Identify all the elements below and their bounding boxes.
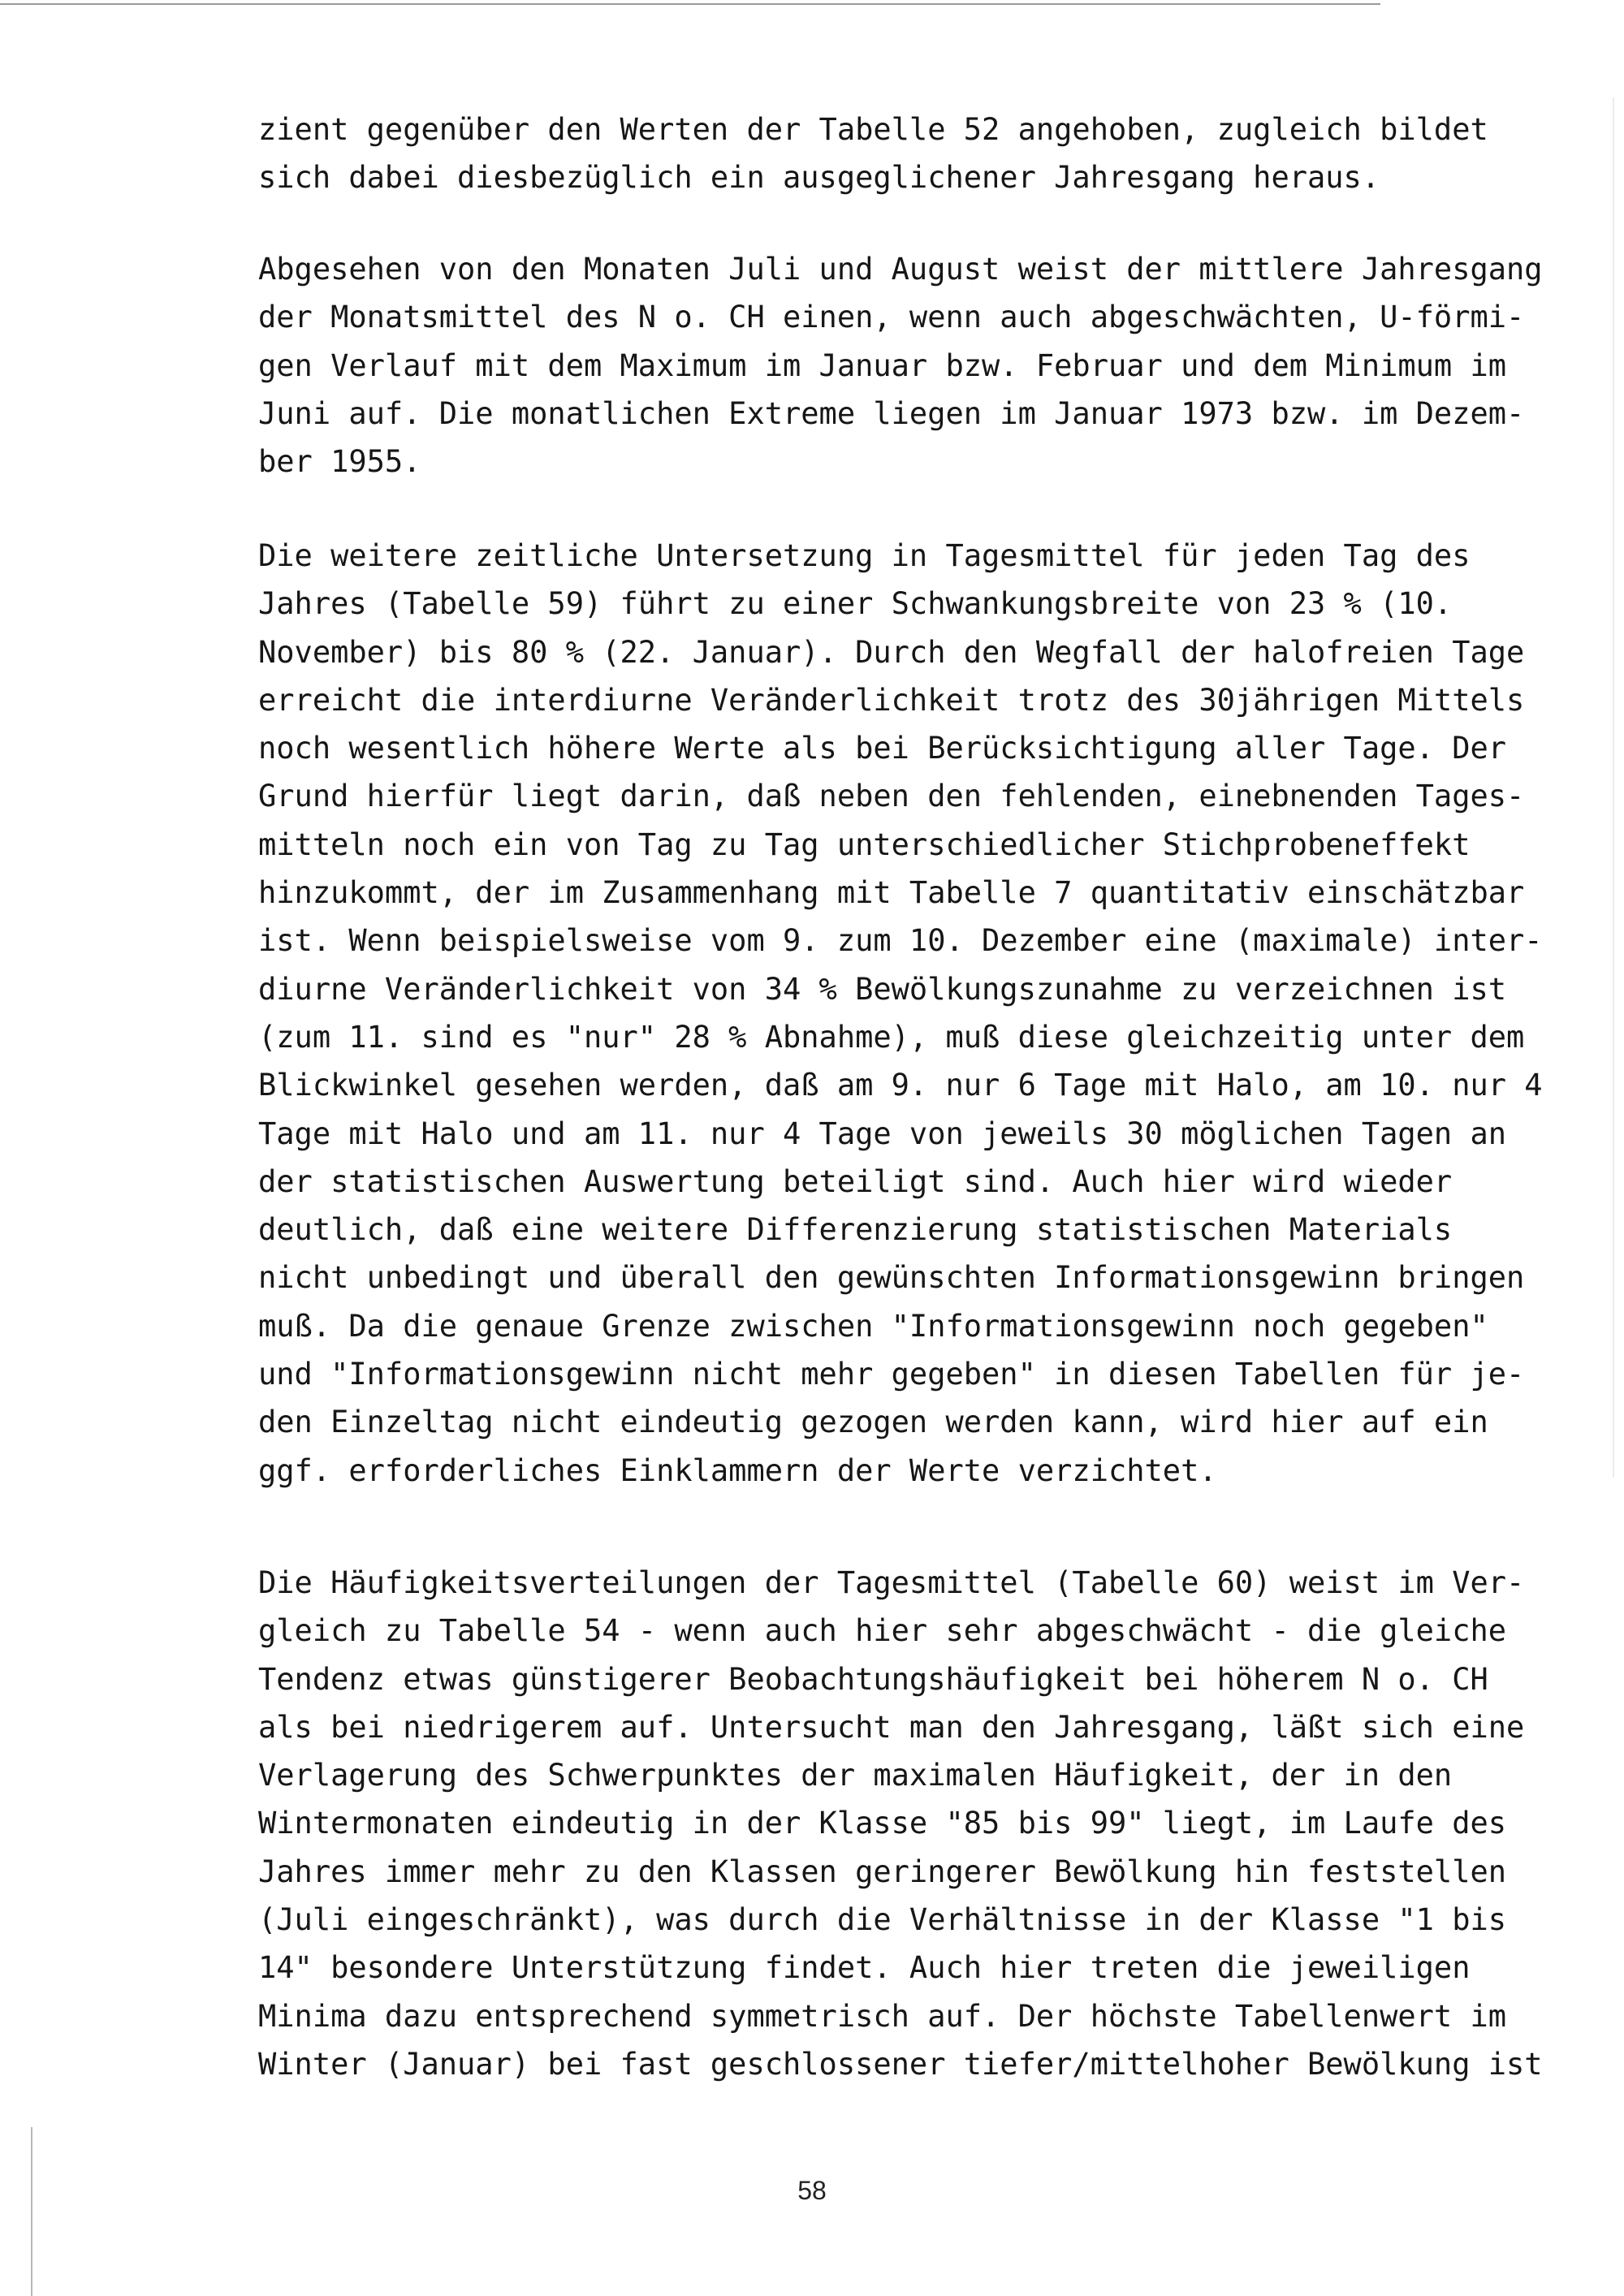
text-line: Die Häufigkeitsverteilungen der Tagesmittel (Tabelle 60) weist im Ver- — [258, 1565, 1525, 1600]
text-line: (Juli eingeschränkt), was durch die Verhältnisse in der Klasse "1 bis — [258, 1902, 1507, 1938]
text-line: gleich zu Tabelle 54 - wenn auch hier sehr abgeschwächt - die gleiche — [258, 1613, 1507, 1649]
text-line: Minima dazu entsprechend symmetrisch auf. Der höchste Tabellenwert im — [258, 1998, 1507, 2034]
text-line: Juni auf. Die monatlichen Extreme liegen im Januar 1973 bzw. im Dezem- — [258, 395, 1525, 431]
paragraph-3 — [258, 532, 1543, 1495]
paragraph-4 — [258, 1559, 1543, 2088]
paragraph-2 — [258, 245, 1543, 486]
text-line: muß. Da die genaue Grenze zwischen "Informationsgewinn noch gegeben" — [258, 1308, 1488, 1344]
text-line: Grund hierfür liegt darin, daß neben den fehlenden, einebnenden Tages- — [258, 779, 1525, 814]
text-line: den Einzeltag nicht eindeutig gezogen werden kann, wird hier auf ein — [258, 1405, 1488, 1440]
scan-edge-left — [31, 2127, 32, 2296]
text-line: mitteln noch ein von Tag zu Tag unterschiedlicher Stichprobeneffekt — [258, 826, 1471, 862]
text-line: Winter (Januar) bei fast geschlossener tiefer/mittelhoher Bewölkung ist — [258, 2046, 1543, 2082]
text-line: erreicht die interdiurne Veränderlichkeit trotz des 30jährigen Mittels — [258, 682, 1525, 718]
text-line: November) bis 80 % (22. Januar). Durch den Wegfall der halofreien Tage — [258, 634, 1525, 670]
text-line: der Monatsmittel des N o. CH einen, wenn auch abgeschwächten, U-förmi- — [258, 300, 1525, 335]
text-line: der statistischen Auswertung beteiligt sind. Auch hier wird wieder — [258, 1163, 1453, 1199]
text-line: ber 1955. — [258, 444, 421, 480]
text-line: sich dabei diesbezüglich ein ausgeglichener Jahresgang heraus. — [258, 160, 1380, 196]
text-line: (zum 11. sind es "nur" 28 % Abnahme), muß diese gleichzeitig unter dem — [258, 1019, 1525, 1055]
text-line: hinzukommt, der im Zusammenhang mit Tabelle 7 quantitativ einschätzbar — [258, 875, 1525, 911]
text-line: deutlich, daß eine weitere Differenzierung statistischen Materials — [258, 1212, 1453, 1248]
text-line: Jahres (Tabelle 59) führt zu einer Schwankungsbreite von 23 % (10. — [258, 586, 1453, 622]
text-line: nicht unbedingt und überall den gewünschten Informationsgewinn bringen — [258, 1260, 1525, 1296]
text-line: Die weitere zeitliche Untersetzung in Tagesmittel für jeden Tag des — [258, 538, 1471, 573]
text-line: noch wesentlich höhere Werte als bei Berücksichtigung aller Tage. Der — [258, 731, 1507, 766]
text-line: 14" besondere Unterstützung findet. Auch hier treten die jeweiligen — [258, 1950, 1471, 1986]
text-line: Wintermonaten eindeutig in der Klasse "85 bis 99" liegt, im Laufe des — [258, 1806, 1507, 1841]
text-line: als bei niedrigerem auf. Untersucht man den Jahresgang, läßt sich eine — [258, 1709, 1525, 1745]
text-line: gen Verlauf mit dem Maximum im Januar bzw. Februar und dem Minimum im — [258, 347, 1507, 383]
scan-edge-top — [0, 3, 1380, 5]
text-line: Tage mit Halo und am 11. nur 4 Tage von jeweils 30 möglichen Tagen an — [258, 1116, 1507, 1151]
text-line: und "Informationsgewinn nicht mehr gegeben" in diesen Tabellen für je- — [258, 1357, 1525, 1392]
text-line: Verlagerung des Schwerpunktes der maximalen Häufigkeit, der in den — [258, 1758, 1453, 1793]
text-line: ggf. erforderliches Einklammern der Werte verzichtet. — [258, 1452, 1217, 1488]
text-line: ist. Wenn beispielsweise vom 9. zum 10. Dezember eine (maximale) inter- — [258, 923, 1543, 959]
text-line: diurne Veränderlichkeit von 34 % Bewölkungszunahme zu verzeichnen ist — [258, 971, 1507, 1007]
text-line: Blickwinkel gesehen werden, daß am 9. nur 6 Tage mit Halo, am 10. nur 4 — [258, 1068, 1543, 1103]
text-line: Tendenz etwas günstigerer Beobachtungshäufigkeit bei höherem N o. CH — [258, 1661, 1488, 1697]
scan-edge-right — [1613, 97, 1614, 1478]
text-line: Jahres immer mehr zu den Klassen geringerer Bewölkung hin feststellen — [258, 1854, 1507, 1889]
paragraph-1 — [258, 106, 1488, 202]
page-number: 58 — [797, 2176, 827, 2205]
text-line: zient gegenüber den Werten der Tabelle 52 angehoben, zugleich bildet — [258, 112, 1488, 147]
text-line: Abgesehen von den Monaten Juli und August weist der mittlere Jahresgang — [258, 252, 1543, 287]
